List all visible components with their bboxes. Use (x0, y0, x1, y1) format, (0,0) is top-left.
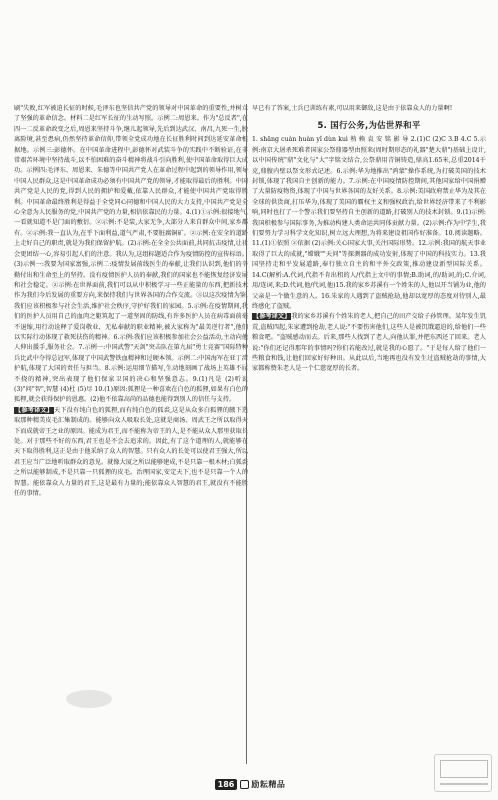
reference-label: 【参考译文】 (15, 406, 53, 414)
section-title: 5. 国行公务,为估世界和平 (317, 120, 421, 131)
answer-text-left: 刷"失败,红军被迫长征的时候,毛泽东也坚信共产党的领导对中国革命的重要性,并树立了坚强的革命信念。材料二是红军长征的生动写照。示例二:周恩来。作为"总反者",在四一二反革命政变之后,周恩来坚持斗争,继儿起领导,先后到达武汉、南昌,九死一生,脱离险境,甚至患病,仍然坚持革命信仰,带领全党成功地在长征胜利时间到达延安革命根据地。示例三:彭德怀。在中国革命进程中,彭德怀对武装斗争的实践中不断验证,在非常艰苦环境中坚持战斗,以不怕困难的奋斗精神将战斗引向胜利,使中国革命取得巨大成功。示例四:毛泽东、周恩来、朱德等中国共产党人在革命过程中起到的领导作用,领导中国人民群众,这是中国革命成功必须有中国共产党的领导,才能取得最后的胜利。中国共产党是人民的党,得到人民的拥护和爱戴,依靠人民群众,才能使中国共产党取得胜利。中国革命最终胜利是得益于全党同心同德和中国人民的大力支持,中国共产党是全心全意为人民服务的党,中国共产党的力量,相信依靠民的力量。4.(1)①示例:很接地气,一看就知道不是门面的敷衍。②示例:不是装,大家无争,大部分人来自群众中间,家乡都有。②示例:我一直认为,在乎下面利益,道气严肃,不要脏腐铜矿。②示例:在安全的道路上走好自己的职责,就是为我们保留护航。(2)示例:在全全公共面前,共同抗击疫情,让社会更团结一心,容易引起人们的注意。我认为,这组标题适合作为疫情防控的宣传标语。(3)示例一:我要为国家富强,示例二:疫情发展前线医生的奉献,让我们认识到,他们的辛勤付出和生命至上的坚持。没有疫情医护人员的奉献,我们的国家也不能恢复经济发展和社会稳定。②示例:在世界面前,我们可以从中积极学习一些正能量的东西,把新技术作为我们今后发展的重要方向,来保持我们与世界各国的合作交流。③以这次疫情为鉴,我们应该积极参与社会生活,维护社会秩序,守护好我们的家园。5.示例:在疫情期间,我们的医护人员用自己的血肉之躯筑起了一道坚固的防线,有许多医护人员在病毒面前毫不退缩,用行动诠释了爱岗敬业、无私奉献的职业精神,被大家称为"最美逆行者",他们以实际行动体现了救死扶伤的精神。6.示例:我们应该积极参加社会公益活动,主动向他人伸出援手,服务社会。7.示例一:中国武警"天剑"突击队在第九届"勇士竞赛"国际特种兵比武中夺得总冠军,体现了中国武警铁血精神和过硬本领。示例二:中国海军在亚丁湾护航,体现了大国的责任与担当。8.示例:运用细节描写,生动地刻画了战场上英雄不屈不挠的精神,突出表现了他们保家卫国的决心和坚强意志。9.(1)凡是 (2)听说 (3)"问"智",智慧 (4)杜 (5)尽 10.(1)原因:狐狸是一种喜欢在白色的狐狸,如果有白色的狐狸,就会获得保护的恩惠。(2)他不依靠高尚的品德也能得到别人的信任与支持。 (14, 105, 248, 404)
page-footer (200, 776, 300, 792)
brand-name: 励耘精品 (251, 779, 286, 789)
reference-label: 【参考译文】 (253, 313, 291, 321)
left-column (14, 104, 248, 764)
watermark-line-icon (440, 783, 488, 785)
column-divider (246, 104, 247, 764)
watermark-stamp (66, 690, 112, 708)
reference-translation-left (14, 406, 248, 500)
right-column (252, 104, 486, 784)
reference-text: 我的家乡苏溪有个姓朱的老人,把自己的田产交给子孙管理。某年发生饥荒,盗贼四起,朱家遭到抢劫,老人说:"不要伤害他们,这些人是被饥饿逼迫的,给他们一些粮食吧。"盗贼感动而去。后来,那些人找到了老人,向他认罪,并把东西还了回来。老人说:"你们还记得那年的事情吗?你们若能改过,就是我的心愿了。"于是每人给了他们一些粮食和钱,让他们回家好好种田。从此以后,当地再也没有发生过盗贼抢劫的事情,大家都称赞朱老人是一个仁慈宽厚的长者。 (252, 313, 486, 373)
watermark-box-icon (440, 760, 488, 778)
corner-watermark-logo (434, 754, 492, 792)
reference-text: 天下没有纯白色的狐狸,而有纯白色的狐裘,这是从众多白狐狸的腋下选取那种精美皮毛汇集制成的。能够向众人吸取长处,这就是商汤、周武王之所以取得天下而成就帝王之业的原因。能成为君王,而不能称为帝王的人,是不能从众人那里获取长处。对于那些不好的东西,君王也是不会去追求的。因此,有了这个道理的人,就能够在天下取得胜利,这正是由于他采纳了众人的智慧。只有众人的长处可以使君王强大,所以君王应当广泛地听取群众的意见。就像大厦之所以能够建成,不是只靠一根木材;白狐裘之所以能够制成,不是只靠一只狐狸的皮毛。治理国家,安定天下,也不是只靠一个人的智慧。能依靠众人力量的君王,这是最有力量的;能依靠众人智慧的君王,就没有不能胜任的事情。 (14, 406, 248, 498)
answer-text-right: 1. shāng cuàn huàn yǐ dùn kuì 熟 赖 袁 安 铭 影 导 2.(1)C (2)C 3.B 4.C 5.示例:南京大屠杀死难者国家公祭鼎器型由照来(周时期形态的礼器"楚大鼎")基础上设计,以中国传统"鼎"文化与"大"字铭文结合,公祭鼎用青铜铸造,鼎高1.65米,总重2014千克,鼎腹内壁以祭文形式记述。6.示例:华为地推出"鸿蒙"操作系统,为打破美国的技术封锁,体现了我国自主创新的能力。7.示例:在中国疫情防控期间,其他国家给中国捐赠了大量防疫物资,体现了中国与世界各国的友好关系。8.示例:美国政府禁止华为及其在全球的供货商,打压华为,体现了美国的霸权主义和强权政治,给世界经济带来了不利影响,同时也打了一个警示我们要坚持自主创新的道路,打破别人的技术封锁。9.(1)示例:我国积极参与国际事务,为推动构建人类命运共同体贡献力量。(2)示例:作为中学生,我们要努力学习科学文化知识,树立远大理想,为将来建设祖国作好准备。10.阅读题略。11.(1)①依照 ②依据 (2)示例:关心国家大事,关注国际形势。12.示例:我国的航天事业取得了巨大的成就,"嫦娥""天问"等探测器的成功发射,体现了中国的科技实力。13.我国坚持走和平发展道路,奉行独立自主的和平外交政策,推动建设新型国际关系。14.C(解析:A.代词,代指不肯出租的人/代指上文中的事情;B.助词,的/助词,的;C.介词,用/连词,来;D.代词,他/代词,他)15.我的家乡苏溪有一个姓朱的人,他以开当铺为业,他的父亲是一个做生意的人。16.朱家的人遇到了盗贼抢劫,他却以宽厚的态度对待别人,最终感化了盗贼。 (252, 136, 486, 310)
reference-translation-right (252, 312, 486, 374)
brand-logo-icon (240, 780, 249, 789)
intro-text: 早已有了答案,士兵已训练有素,可以用来御敌,这是由于依靠众人的力量啊! (252, 105, 453, 112)
page-number: 186 (215, 779, 238, 790)
